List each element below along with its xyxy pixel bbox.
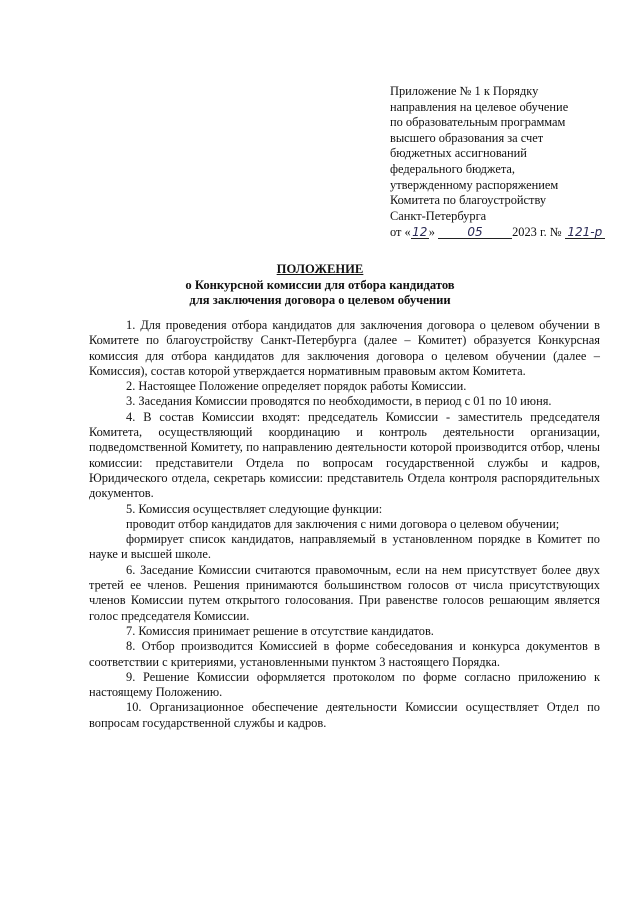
paragraph: 4. В состав Комиссии входят: председатель Комиссии - заместитель председателя Комитета, осуществляющий координацию и контроль деятельности организации, подведомственной Комитету, по направлению деятельности которой производится отбор, члены комиссии: представители Отдела по вопросам государственной службы и кадров, Юридического отдела, секретарь комиссии: представитель Отдела контроля распорядительных документов.	[89, 409, 600, 501]
appendix-line: бюджетных ассигнований	[390, 146, 527, 161]
paragraph: 6. Заседание Комиссии считаются правомочным, если на нем присутствует более двух третей ее членов. Решения принимаются большинством голосов от числа присутствующих членов Комиссии путем открытого голосования. При равенстве голосов решающим является голос председателя Комиссии.	[89, 562, 600, 623]
appendix-line: утвержденному распоряжением	[390, 177, 559, 192]
paragraph: 1. Для проведения отбора кандидатов для заключения договора о целевом обучении в Комитете по благоустройству Санкт-Петербурга (далее – Комитет) образуется Конкурсная комиссия для отбора кандидатов для заключения договора о целевом обучении (далее – Комиссия), состав которой утверждается нормативным правовым актом Комитета.	[89, 318, 600, 378]
paragraph: проводит отбор кандидатов для заключения с ними договора о целевом обучении;	[126, 516, 560, 531]
appendix-line: Приложение № 1 к Порядку	[390, 84, 539, 98]
document-body	[89, 318, 600, 731]
appendix-line: направления на целевое обучение	[390, 99, 569, 114]
title-subtitle: для заключения договора о целевом обучении	[189, 293, 451, 307]
appendix-line: федерального бюджета,	[390, 161, 515, 176]
paragraph: 10. Организационное обеспечение деятельности Комиссии осуществляет Отдел по вопросам государственной службы и кадров.	[89, 700, 600, 730]
document-title	[0, 262, 640, 309]
appendix-line: по образовательным программам	[390, 115, 566, 130]
paragraph: 8. Отбор производится Комиссией в форме собеседования и конкурса документов в соответствии с критериями, установленными пунктом 3 настоящего Порядка.	[89, 639, 600, 669]
paragraph: 7. Комиссия принимает решение в отсутствие кандидатов.	[126, 623, 434, 638]
paragraph: 9. Решение Комиссии оформляется протоколом по форме согласно приложению к настоящему Положению.	[89, 669, 600, 700]
date-month: 05	[438, 225, 512, 239]
date-year: 2023 г. №	[512, 225, 562, 240]
appendix-line: Комитета по благоустройству	[390, 193, 547, 208]
date-prefix: от «	[390, 225, 411, 240]
title-subtitle: о Конкурсной комиссии для отбора кандидатов	[185, 277, 455, 292]
paragraph: 3. Заседания Комиссии проводятся по необходимости, в период с 01 по 10 июня.	[126, 394, 552, 409]
document-number: 121-р	[565, 225, 605, 239]
paragraph: формирует список кандидатов, направляемый в установленном порядке в Комитет по науке и высшей школе.	[89, 532, 600, 562]
date-day: 12	[412, 225, 428, 240]
paragraph: 5. Комиссия осуществляет следующие функции:	[126, 501, 383, 516]
paragraph: 2. Настоящее Положение определяет порядок работы Комиссии.	[126, 379, 467, 394]
date-mid: »	[428, 225, 435, 240]
title-main: ПОЛОЖЕНИЕ	[276, 262, 364, 276]
appendix-header	[390, 84, 630, 241]
appendix-date-row	[390, 225, 630, 241]
appendix-line: Санкт-Петербурга	[390, 208, 487, 223]
appendix-line: высшего образования за счет	[390, 130, 544, 145]
